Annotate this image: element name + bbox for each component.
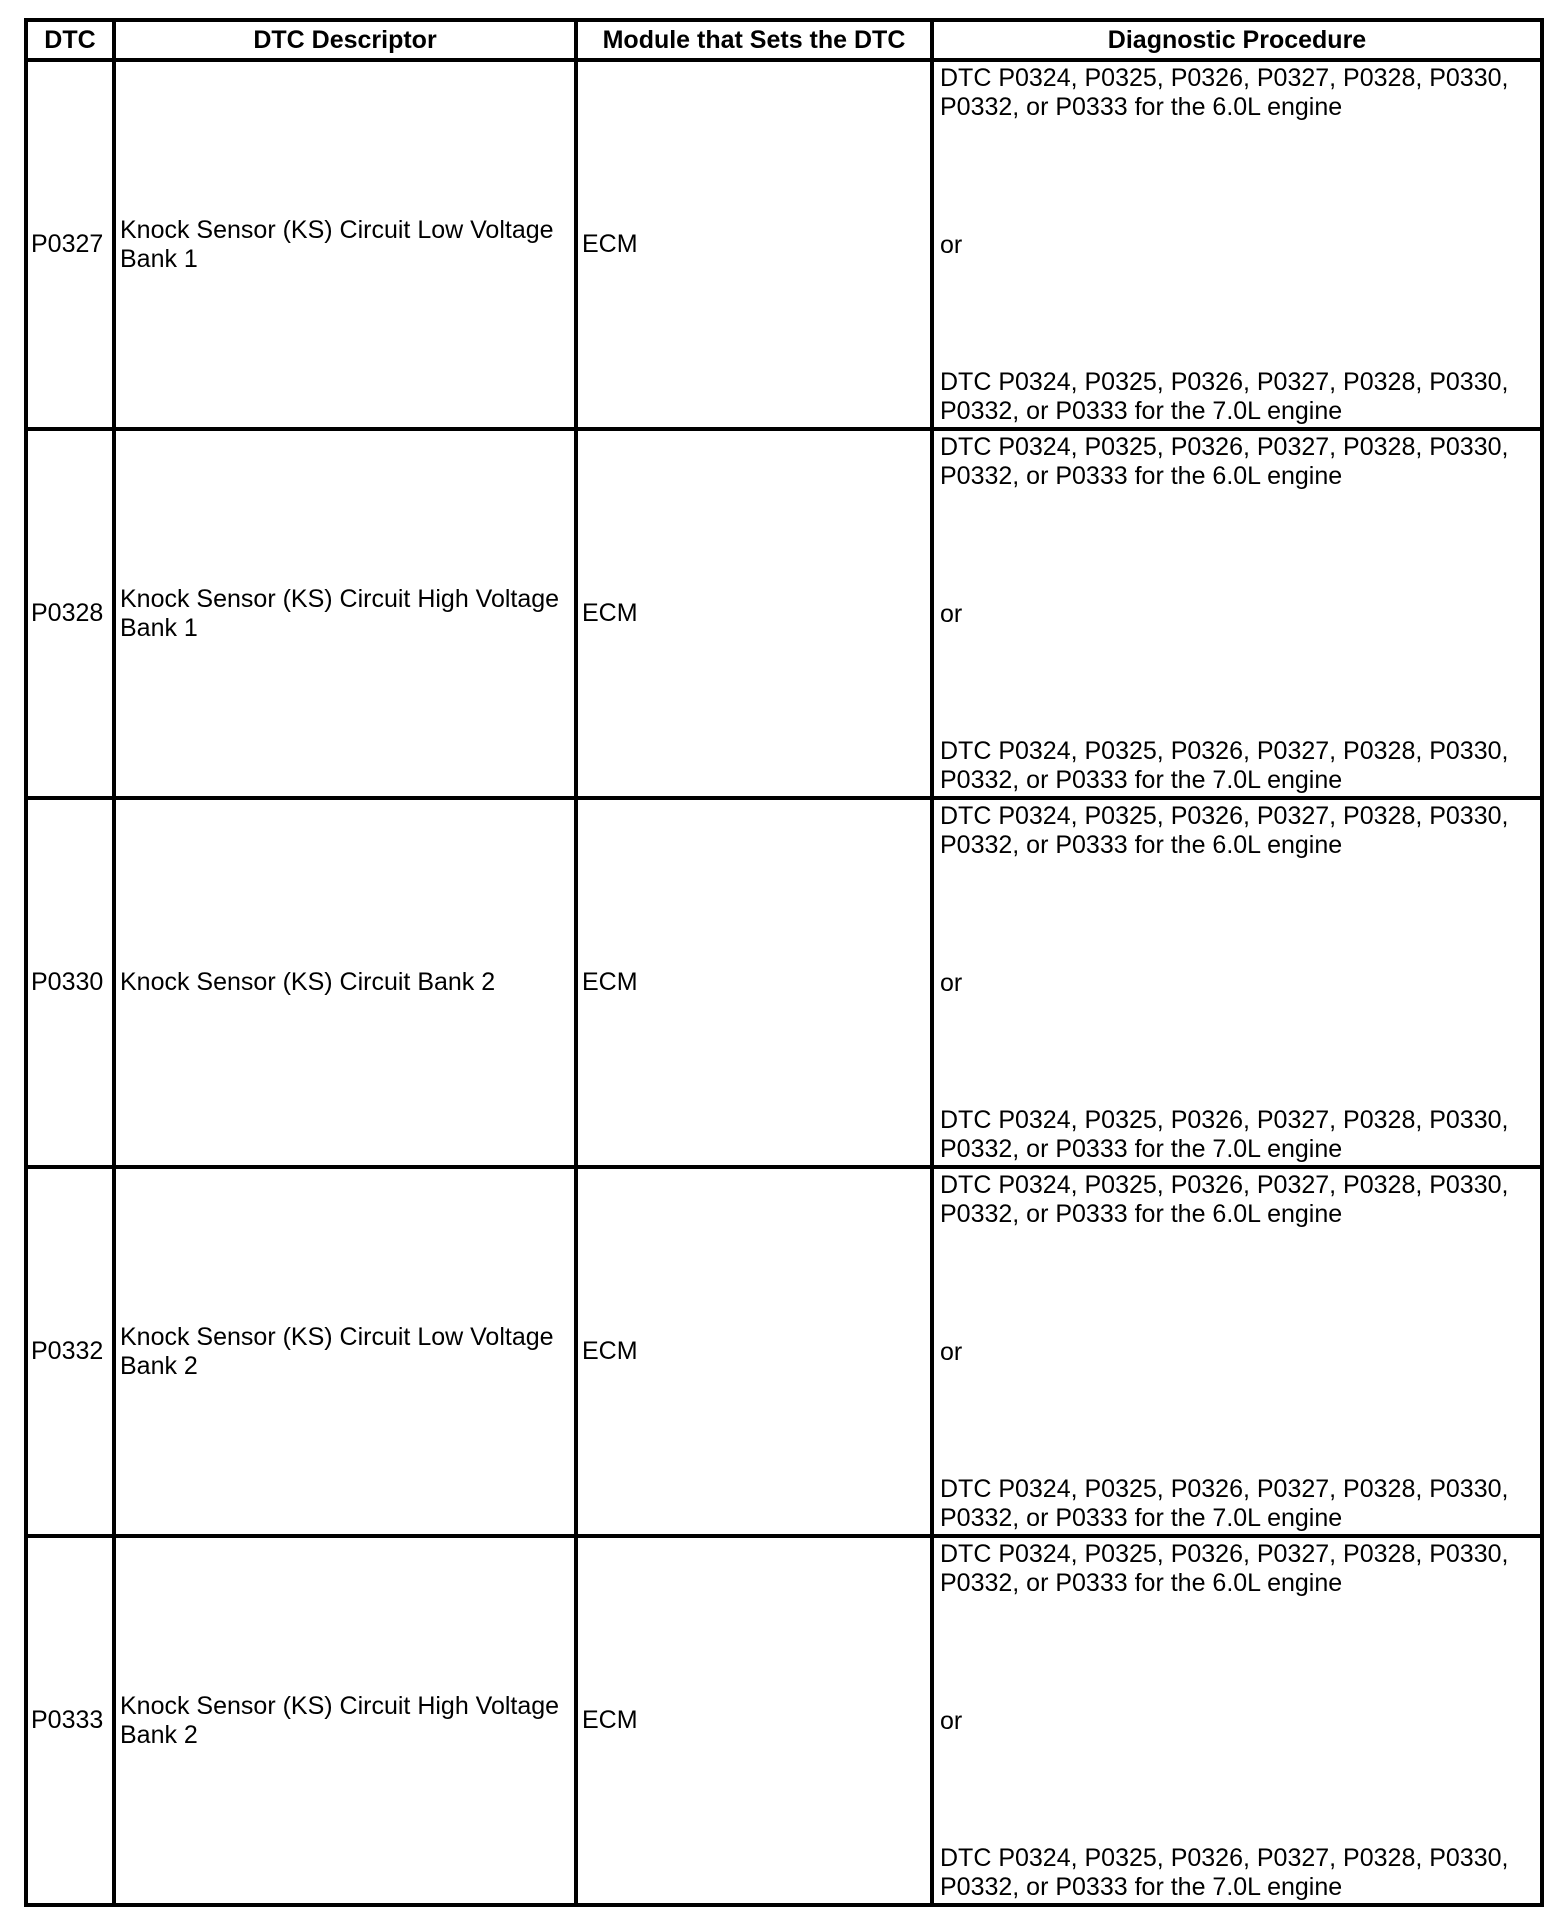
dtc-code: P0332 [26,1167,114,1536]
dtc-code: P0333 [26,1536,114,1905]
procedure-content [934,800,1540,1165]
header-module: Module that Sets the DTC [576,20,932,60]
table-row [26,1536,1542,1905]
dtc-code: P0327 [26,60,114,429]
dtc-module: ECM [576,60,932,429]
procedure-link-7-0l[interactable]: DTC P0324, P0325, P0326, P0327, P0328, P0330, P0332, or P0333 for the 7.0L engine [940,1106,1509,1163]
procedure-link-6-0l[interactable]: DTC P0324, P0325, P0326, P0327, P0328, P0330, P0332, or P0333 for the 6.0L engine [940,802,1509,859]
procedure-link-7-0l[interactable]: DTC P0324, P0325, P0326, P0327, P0328, P0330, P0332, or P0333 for the 7.0L engine [940,368,1509,425]
table-body [26,60,1542,1905]
dtc-descriptor: Knock Sensor (KS) Circuit Bank 2 [114,798,576,1167]
dtc-procedure [932,1536,1542,1905]
dtc-module: ECM [576,1536,932,1905]
procedure-link-6-0l[interactable]: DTC P0324, P0325, P0326, P0327, P0328, P0330, P0332, or P0333 for the 6.0L engine [940,1540,1509,1597]
table-row [26,798,1542,1167]
dtc-descriptor: Knock Sensor (KS) Circuit Low Voltage Bank 2 [114,1167,576,1536]
dtc-code: P0330 [26,798,114,1167]
dtc-procedure [932,798,1542,1167]
procedure-content [934,1538,1540,1903]
dtc-descriptor: Knock Sensor (KS) Circuit Low Voltage Bank 1 [114,60,576,429]
procedure-link-7-0l[interactable]: DTC P0324, P0325, P0326, P0327, P0328, P0330, P0332, or P0333 for the 7.0L engine [940,737,1509,794]
dtc-module: ECM [576,1167,932,1536]
procedure-separator: or [940,1337,963,1366]
table-row [26,1167,1542,1536]
table-header [26,20,1542,60]
header-procedure: Diagnostic Procedure [932,20,1542,60]
table-row [26,60,1542,429]
dtc-procedure [932,60,1542,429]
table-row [26,429,1542,798]
procedure-link-7-0l[interactable]: DTC P0324, P0325, P0326, P0327, P0328, P0330, P0332, or P0333 for the 7.0L engine [940,1844,1509,1901]
dtc-descriptor: Knock Sensor (KS) Circuit High Voltage Bank 1 [114,429,576,798]
dtc-module: ECM [576,798,932,1167]
dtc-table [24,18,1544,1907]
procedure-link-6-0l[interactable]: DTC P0324, P0325, P0326, P0327, P0328, P0330, P0332, or P0333 for the 6.0L engine [940,1171,1509,1228]
procedure-link-6-0l[interactable]: DTC P0324, P0325, P0326, P0327, P0328, P0330, P0332, or P0333 for the 6.0L engine [940,433,1509,490]
dtc-procedure [932,1167,1542,1536]
dtc-code: P0328 [26,429,114,798]
procedure-content [934,431,1540,796]
procedure-separator: or [940,968,963,997]
procedure-content [934,62,1540,427]
procedure-separator: or [940,230,963,259]
header-descriptor: DTC Descriptor [114,20,576,60]
procedure-content [934,1169,1540,1534]
header-dtc: DTC [26,20,114,60]
dtc-module: ECM [576,429,932,798]
header-row [26,20,1542,60]
dtc-procedure [932,429,1542,798]
dtc-descriptor: Knock Sensor (KS) Circuit High Voltage Bank 2 [114,1536,576,1905]
procedure-link-6-0l[interactable]: DTC P0324, P0325, P0326, P0327, P0328, P0330, P0332, or P0333 for the 6.0L engine [940,64,1509,121]
procedure-separator: or [940,599,963,628]
procedure-separator: or [940,1706,963,1735]
procedure-link-7-0l[interactable]: DTC P0324, P0325, P0326, P0327, P0328, P0330, P0332, or P0333 for the 7.0L engine [940,1475,1509,1532]
